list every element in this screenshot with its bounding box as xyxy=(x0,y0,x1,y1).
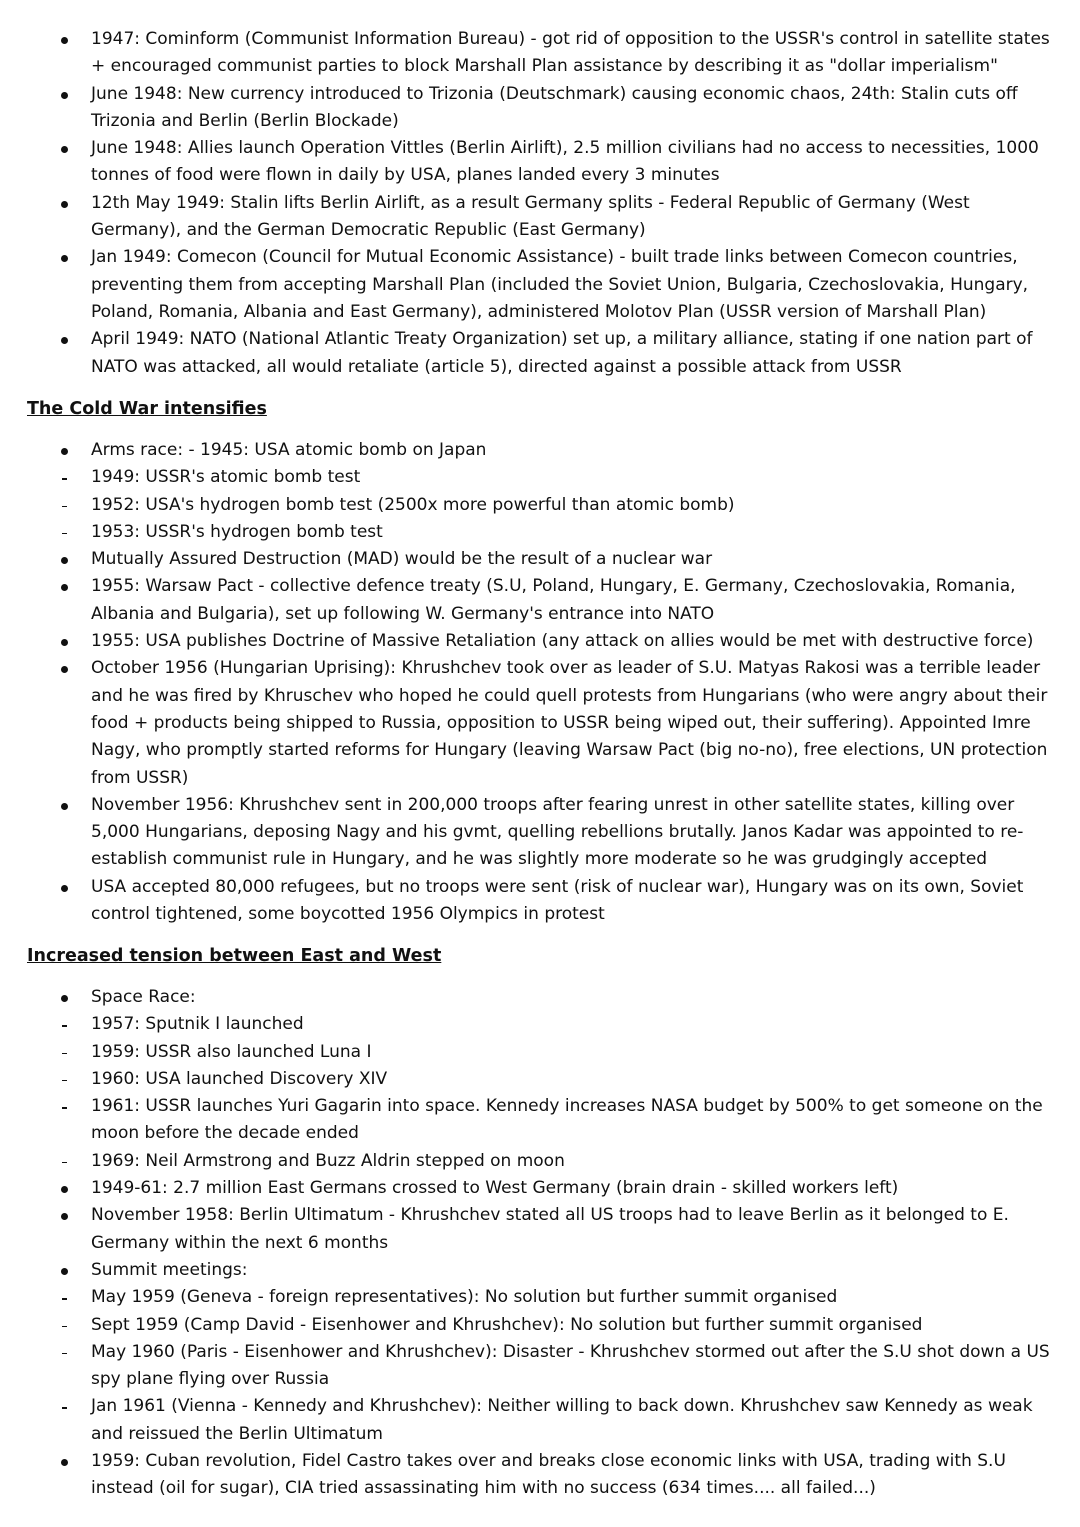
list-item xyxy=(0,1284,1080,1311)
list-item-text: 1952: USA's hydrogen bomb test (2500x more powerful than atomic bomb) xyxy=(91,494,735,515)
list-item xyxy=(0,244,1080,326)
list-item xyxy=(0,1093,1080,1148)
bullet-list xyxy=(0,26,1080,381)
list-item-text: 1955: Warsaw Pact - collective defence treaty (S.U, Poland, Hungary, E. Germany, Czechoslovakia, Romania, Albania and Bulgaria), set up following W. Germany's entrance into NATO xyxy=(91,576,1016,624)
list-item-text: June 1948: Allies launch Operation Vittles (Berlin Airlift), 2.5 million civilians had no access to necessities, 1000 tonnes of food were flown in daily by USA, planes landed every 3 minutes xyxy=(91,138,1039,186)
list-item xyxy=(0,1339,1080,1394)
section-increased-tension xyxy=(0,984,1080,1503)
list-item-text: Sept 1959 (Camp David - Eisenhower and Khrushchev): No solution but further summit organised xyxy=(91,1314,923,1335)
list-item-text: May 1960 (Paris - Eisenhower and Khrushchev): Disaster - Khrushchev stormed out after the S.U shot down a US spy plane flying over Russia xyxy=(91,1341,1050,1390)
list-item xyxy=(0,1175,1080,1202)
list-item xyxy=(0,81,1080,136)
list-item xyxy=(0,628,1080,655)
list-item xyxy=(0,1393,1080,1448)
list-item-text: Space Race: xyxy=(91,987,196,1007)
list-item-text: 1957: Sputnik I launched xyxy=(91,1014,304,1035)
list-item xyxy=(0,1148,1080,1175)
bullet-list xyxy=(0,984,1080,1503)
list-item xyxy=(0,573,1080,628)
list-item-text: June 1948: New currency introduced to Trizonia (Deutschmark) causing economic chaos, 24th: Stalin cuts off Trizonia and Berlin (Berlin Blockade) xyxy=(91,83,1018,131)
list-item-text: 1953: USSR's hydrogen bomb test xyxy=(91,521,383,542)
section-heading-cold-war-intensifies: The Cold War intensifies xyxy=(27,399,267,419)
list-item xyxy=(0,1448,1080,1503)
list-item-text: 1969: Neil Armstrong and Buzz Aldrin stepped on moon xyxy=(91,1150,565,1171)
list-item-text: 1961: USSR launches Yuri Gagarin into space. Kennedy increases NASA budget by 500% to get someone on the moon before the decade ended xyxy=(91,1096,1043,1144)
list-item-text: April 1949: NATO (National Atlantic Treaty Organization) set up, a military alliance, stating if one nation part of NATO was attacked, all would retaliate (article 5), directed against a possible attack from USSR xyxy=(91,329,1033,377)
list-item-text: 1959: USSR also launched Luna I xyxy=(91,1041,372,1062)
list-item-text: Summit meetings: xyxy=(91,1259,248,1280)
list-item xyxy=(0,1039,1080,1066)
list-item-text: 1960: USA launched Discovery XIV xyxy=(91,1068,388,1089)
list-item xyxy=(0,874,1080,929)
list-item xyxy=(0,655,1080,791)
list-item-text: Jan 1961 (Vienna - Kennedy and Khrushchev): Neither willing to back down. Khrushchev saw Kennedy as weak and reissued the Berlin Ultimatum xyxy=(91,1396,1033,1444)
list-item xyxy=(0,135,1080,190)
section-postwar xyxy=(0,26,1080,381)
list-item xyxy=(0,1312,1080,1339)
list-item xyxy=(0,1066,1080,1093)
list-item xyxy=(0,190,1080,245)
list-item-text: October 1956 (Hungarian Uprising): Khrushchev took over as leader of S.U. Matyas Rakosi was a terrible leader and he was fired by Khruschev who hoped he could quell protests from Hungarians (who were angry about their food + products being shipped to Russia, opposition to USSR being wiped out, their suffering). Appointed Imre Nagy, who promptly started reforms for Hungary (leaving Warsaw Pact (big no-no), free elections, UN protection from USSR) xyxy=(91,658,1048,788)
list-item xyxy=(0,1257,1080,1284)
list-item xyxy=(0,1011,1080,1038)
list-item xyxy=(0,984,1080,1011)
list-item-text: Mutually Assured Destruction (MAD) would be the result of a nuclear war xyxy=(91,549,713,570)
list-item-text: May 1959 (Geneva - foreign representatives): No solution but further summit organised xyxy=(91,1287,838,1308)
list-item-text: November 1958: Berlin Ultimatum - Khrushchev stated all US troops had to leave Berlin as it belonged to E. Germany within the next 6 months xyxy=(91,1205,1009,1253)
list-item xyxy=(0,437,1080,464)
list-item xyxy=(0,26,1080,81)
list-item-text: Jan 1949: Comecon (Council for Mutual Economic Assistance) - built trade links between Comecon countries, preventing them from accepting Marshall Plan (included the Soviet Union, Bulgaria, Czechoslovakia, Hungary, Poland, Romania, Albania and East Germany), administered Molotov Plan (USSR version of Marshall Plan) xyxy=(91,247,1029,322)
list-item xyxy=(0,792,1080,874)
list-item-text: 1955: USA publishes Doctrine of Massive Retaliation (any attack on allies would be met with destructive force) xyxy=(91,631,1034,652)
list-item-text: Arms race: - 1945: USA atomic bomb on Japan xyxy=(91,440,487,460)
list-item xyxy=(0,1202,1080,1257)
list-item-text: USA accepted 80,000 refugees, but no troops were sent (risk of nuclear war), Hungary was on its own, Soviet control tightened, some boycotted 1956 Olympics in protest xyxy=(91,876,1024,925)
bullet-list xyxy=(0,437,1080,928)
list-item xyxy=(0,492,1080,519)
section-cold-war-intensifies xyxy=(0,437,1080,928)
list-item xyxy=(0,464,1080,491)
list-item xyxy=(0,326,1080,381)
list-item xyxy=(0,519,1080,546)
list-item-text: 1959: Cuban revolution, Fidel Castro takes over and breaks close economic links with USA, trading with S.U instead (oil for sugar), CIA tried assassinating him with no success (634 times.... all failed...) xyxy=(91,1451,1006,1499)
list-item-text: November 1956: Khrushchev sent in 200,000 troops after fearing unrest in other satellite states, killing over 5,000 Hungarians, deposing Nagy and his gvmt, quelling rebellions brutally. Janos Kadar was appointed to re-establish communist rule in Hungary, and he was slightly more moderate so he was grudgingly accepted xyxy=(91,794,1024,870)
list-item-text: 1949-61: 2.7 million East Germans crossed to West Germany (brain drain - skilled workers left) xyxy=(91,1178,899,1199)
list-item xyxy=(0,546,1080,573)
list-item-text: 12th May 1949: Stalin lifts Berlin Airlift, as a result Germany splits - Federal Republic of Germany (West Germany), and the German Democratic Republic (East Germany) xyxy=(91,192,970,241)
list-item-text: 1947: Cominform (Communist Information Bureau) - got rid of opposition to the USSR's control in satellite states + encouraged communist parties to block Marshall Plan assistance by describing it as "dollar imperialism" xyxy=(91,29,1050,77)
section-heading-increased-tension: Increased tension between East and West xyxy=(27,946,442,966)
list-item-text: 1949: USSR's atomic bomb test xyxy=(91,467,361,488)
